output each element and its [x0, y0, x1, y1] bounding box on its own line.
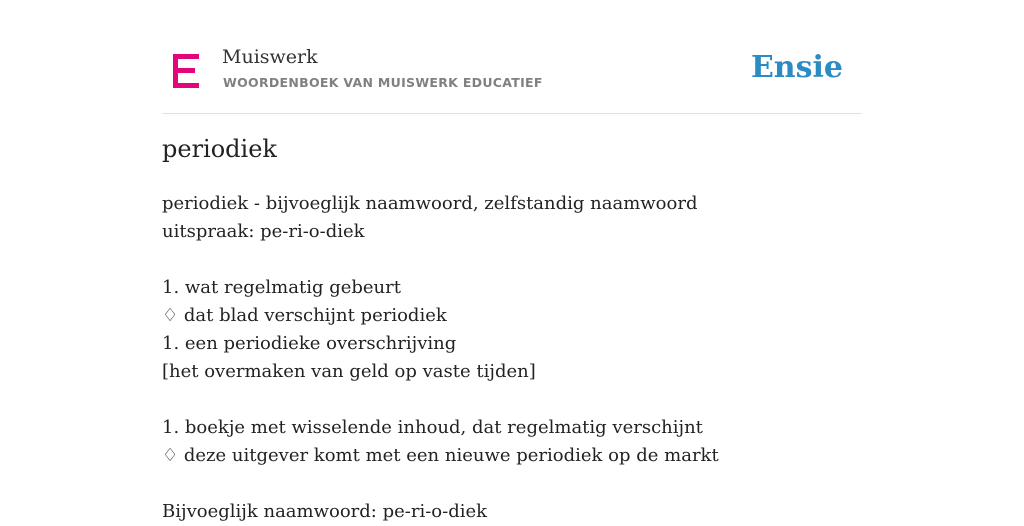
entry-definition: [162, 190, 862, 526]
site-name[interactable]: Muiswerk: [222, 46, 318, 68]
blank-line: [162, 246, 862, 274]
site-subtitle: WOORDENBOEK VAN MUISWERK EDUCATIEF: [223, 75, 543, 90]
logo-bar-middle: [173, 68, 195, 73]
muiswerk-logo-icon[interactable]: [173, 54, 200, 88]
definition-line: uitspraak: pe-ri-o-diek: [162, 221, 365, 242]
definition-line: 1. wat regelmatig gebeurt: [162, 277, 401, 298]
definition-line: Bijvoeglijk naamwoord: pe-ri-o-diek: [162, 501, 488, 522]
example-line: ♢ dat blad verschijnt periodiek: [162, 305, 447, 326]
definition-line: periodiek - bijvoeglijk naamwoord, zelfstandig naamwoord: [162, 193, 698, 214]
definition-line: [het overmaken van geld op vaste tijden]: [162, 361, 536, 382]
site-header: [162, 0, 862, 114]
ensie-logo-link[interactable]: Ensie: [750, 50, 843, 85]
example-line: ♢ deze uitgever komt met een nieuwe periodiek op de markt: [162, 445, 719, 466]
definition-line: 1. boekje met wisselende inhoud, dat regelmatig verschijnt: [162, 417, 703, 438]
logo-bar-bottom: [173, 83, 199, 88]
blank-line: [162, 470, 862, 498]
blank-line: [162, 386, 862, 414]
definition-line: 1. een periodieke overschrijving: [162, 333, 457, 354]
entry-title: periodiek: [162, 135, 277, 163]
